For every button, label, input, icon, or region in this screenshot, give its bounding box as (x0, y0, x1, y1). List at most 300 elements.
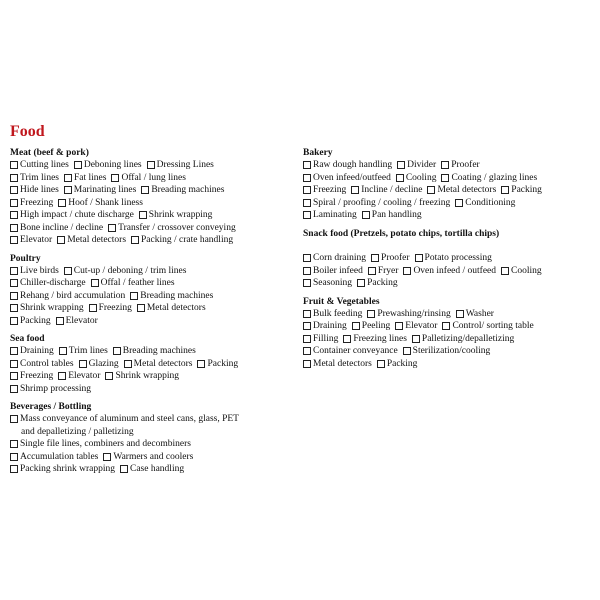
checkbox-label: Cutting lines (20, 160, 69, 170)
right-column (303, 147, 595, 376)
checkbox-icon[interactable] (303, 186, 311, 194)
checkbox-row (10, 197, 300, 210)
checkbox-icon[interactable] (442, 322, 450, 330)
checkbox-label: Proofer (381, 253, 410, 263)
checkbox-row (10, 277, 300, 290)
checkbox-icon[interactable] (10, 440, 18, 448)
section-fruit-vegetables (303, 296, 595, 371)
checkbox-item-draining[interactable] (10, 345, 54, 358)
checkbox-label: Packing (367, 278, 398, 288)
checkbox-item-elevator[interactable] (58, 370, 100, 383)
checkbox-label: Metal detectors (67, 235, 127, 245)
checkbox-icon[interactable] (131, 236, 139, 244)
checkbox-item-seasoning[interactable] (303, 277, 352, 290)
checkbox-label: Coating / glazing lines (451, 172, 538, 183)
checkbox-icon[interactable] (303, 347, 311, 355)
checkbox-label: Packing / crate handling (141, 235, 234, 245)
checkbox-row (303, 333, 595, 346)
checkbox-label: Peeling (361, 321, 391, 331)
checkbox-row (10, 315, 300, 328)
checkbox-icon[interactable] (377, 360, 385, 368)
section-meat-beef-pork (10, 147, 300, 247)
checkbox-item-sterilization-cooling[interactable] (403, 345, 491, 358)
checkbox-icon[interactable] (343, 335, 351, 343)
checkbox-label: Offal / lung lines (121, 172, 186, 183)
checkbox-label: Raw dough handling (313, 160, 393, 170)
checkbox-item-pan-handling[interactable] (362, 209, 422, 222)
checkbox-row (10, 426, 300, 439)
checkbox-icon[interactable] (357, 279, 365, 287)
checkbox-icon[interactable] (303, 360, 311, 368)
checkbox-label: Hoof / Shank liness (68, 197, 143, 208)
checkbox-icon[interactable] (10, 174, 18, 182)
checkbox-row (10, 290, 300, 303)
checkbox-icon[interactable] (130, 292, 138, 300)
checkbox-item-freezing[interactable] (10, 370, 53, 383)
checkbox-icon[interactable] (456, 310, 464, 318)
checkbox-item-packing[interactable] (357, 277, 398, 290)
checkbox-item-fryer[interactable] (368, 265, 399, 278)
checkbox-icon[interactable] (105, 372, 113, 380)
checkbox-item-incline-decline[interactable] (351, 184, 422, 197)
checkbox-row (10, 438, 300, 451)
checkbox-label: Metal detectors (146, 303, 206, 313)
checkbox-icon[interactable] (303, 174, 311, 182)
checkbox-icon[interactable] (362, 211, 370, 219)
checkbox-icon[interactable] (10, 465, 18, 473)
checkbox-label: Glazing (88, 358, 119, 369)
checkbox-row (303, 252, 595, 265)
checkbox-item-metal-detectors[interactable] (57, 234, 126, 247)
checkbox-label: Marinating lines (73, 185, 137, 195)
checkbox-label: Cooling (511, 265, 542, 276)
checkbox-item-control-sorting-table[interactable] (442, 320, 533, 333)
checkbox-label: Oven infeed / outfeed (413, 265, 497, 276)
checkbox-icon[interactable] (441, 161, 449, 169)
checkbox-label: Hide lines (20, 185, 59, 195)
checkbox-label: Rehang / bird accumulation (20, 290, 126, 301)
checkbox-label: Metal detectors (313, 358, 372, 369)
checkbox-row (303, 277, 595, 290)
checkbox-item-freezing[interactable] (303, 184, 346, 197)
checkbox-label: Potato processing (424, 253, 492, 263)
checkbox-item-shrink-wrapping[interactable] (139, 209, 213, 222)
checkbox-icon[interactable] (427, 186, 435, 194)
checkbox-item-palletizing-depalletizing[interactable] (412, 333, 514, 346)
checkbox-label: Transfer / crossover conveying (118, 222, 236, 233)
checkbox-row (303, 172, 595, 185)
checkbox-item-potato-processing[interactable] (415, 252, 492, 265)
checkbox-label: Freezing lines (353, 333, 407, 344)
checkbox-item-shrimp-processing[interactable] (10, 383, 91, 396)
checkbox-row (10, 413, 300, 426)
checkbox-item-high-impact-chute-discharge[interactable] (10, 209, 134, 222)
checkbox-label: Freezing (313, 185, 347, 195)
checkbox-icon[interactable] (371, 254, 379, 262)
checkbox-row (10, 222, 300, 235)
checkbox-item-marinating-lines[interactable] (64, 184, 137, 197)
checkbox-item-hoof-shank-liness[interactable] (58, 197, 143, 210)
checkbox-row (10, 234, 300, 247)
checkbox-label: Trim lines (20, 172, 59, 183)
checkbox-label: Freezing (20, 371, 54, 381)
checkbox-icon[interactable] (455, 199, 463, 207)
checkbox-icon[interactable] (303, 199, 311, 207)
checkbox-label: Elevator (65, 315, 98, 326)
checkbox-item-laminating[interactable] (303, 209, 357, 222)
checkbox-item-elevator[interactable] (56, 315, 98, 328)
checkbox-item-metal-detectors[interactable] (427, 184, 496, 197)
checkbox-icon[interactable] (368, 267, 376, 275)
checkbox-item-control-tables[interactable] (10, 358, 74, 371)
checkbox-item-mass-conveyance-of-aluminum-an[interactable] (10, 413, 239, 426)
checkbox-icon[interactable] (303, 335, 311, 343)
checkbox-item-corn-draining[interactable] (303, 252, 366, 265)
checkbox-item-offal-lung-lines[interactable] (111, 172, 185, 185)
checkbox-item-packing[interactable] (501, 184, 542, 197)
checkbox-item-trim-lines[interactable] (10, 172, 59, 185)
section-heading: Sea food (10, 334, 45, 344)
checkbox-item-packing[interactable] (377, 358, 418, 371)
checkbox-label: Draining (20, 346, 54, 356)
checkbox-item-bone-incline-decline[interactable] (10, 222, 103, 235)
checkbox-icon[interactable] (441, 174, 449, 182)
checkbox-item-fat-lines[interactable] (64, 172, 106, 185)
checkbox-item-freezing[interactable] (89, 302, 132, 315)
left-column (10, 147, 300, 482)
checkbox-icon[interactable] (10, 415, 18, 423)
checkbox-icon[interactable] (501, 186, 509, 194)
checkbox-label: Seasoning (313, 278, 353, 288)
checkbox-item-metal-detectors[interactable] (124, 358, 193, 371)
checkbox-item-cooling[interactable] (396, 172, 437, 185)
page-title: Food (10, 123, 45, 140)
checkbox-icon[interactable] (111, 174, 119, 182)
checkbox-row (303, 159, 595, 172)
checkbox-icon[interactable] (64, 186, 72, 194)
checkbox-row (10, 370, 300, 383)
checkbox-icon[interactable] (108, 224, 116, 232)
section-poultry (10, 253, 300, 328)
checkbox-row (10, 172, 300, 185)
checkbox-icon[interactable] (10, 161, 18, 169)
checkbox-item-shrink-wrapping[interactable] (105, 370, 179, 383)
checkbox-icon[interactable] (10, 453, 18, 461)
checkbox-icon[interactable] (57, 236, 65, 244)
checkbox-icon[interactable] (10, 186, 18, 194)
checkbox-label: Metal detectors (437, 185, 497, 195)
checkbox-icon[interactable] (351, 186, 359, 194)
checkbox-icon[interactable] (120, 465, 128, 473)
checkbox-item-boiler-infeed[interactable] (303, 265, 363, 278)
checkbox-icon[interactable] (303, 310, 311, 318)
checkbox-icon[interactable] (501, 267, 509, 275)
checkbox-row (303, 197, 595, 210)
checkbox-row (10, 184, 300, 197)
checkbox-item-proofer[interactable] (371, 252, 410, 265)
section-heading: Bakery (303, 148, 333, 158)
checkbox-label: Elevator (20, 235, 53, 245)
checkbox-label: Laminating (313, 210, 357, 220)
checkbox-label: Mass conveyance of aluminum and steel cans, glass, PET (20, 414, 239, 424)
checkbox-item-bulk-feeding[interactable] (303, 308, 362, 321)
checkbox-icon[interactable] (10, 267, 18, 275)
checkbox-label: Sterilization/cooling (412, 346, 491, 356)
checkbox-item-packing[interactable] (10, 315, 51, 328)
checkbox-item-cut-up-deboning-trim-lines[interactable] (64, 265, 187, 278)
checkbox-icon[interactable] (367, 310, 375, 318)
checkbox-item-cooling[interactable] (501, 265, 542, 278)
checkbox-label: Packing (511, 185, 542, 195)
checkbox-label: Freezing (98, 303, 132, 313)
checkbox-label: Breading machines (122, 346, 196, 356)
checkbox-label: Case handling (130, 464, 185, 474)
checkbox-row (303, 209, 595, 222)
checkbox-icon[interactable] (147, 161, 155, 169)
checkbox-label: Palletizing/depalletizing (421, 333, 515, 344)
checkbox-item-glazing[interactable] (79, 358, 119, 371)
checkbox-label: Elevator (405, 321, 438, 331)
checkbox-label: Trim lines (68, 346, 108, 356)
checkbox-icon[interactable] (10, 292, 18, 300)
checkbox-label: Draining (313, 321, 347, 331)
checkbox-label: Fryer (377, 265, 399, 276)
checkbox-icon[interactable] (103, 453, 111, 461)
checkbox-row (303, 240, 595, 253)
checkbox-icon[interactable] (303, 211, 311, 219)
checkbox-icon[interactable] (396, 174, 404, 182)
checkbox-row (303, 184, 595, 197)
checkbox-label: Container conveyance (313, 346, 398, 356)
checkbox-icon[interactable] (415, 254, 423, 262)
checkbox-label: Dressing Lines (156, 160, 214, 170)
checkbox-item-metal-detectors[interactable] (137, 302, 206, 315)
checkbox-label: Single file lines, combiners and decombiners (20, 439, 191, 449)
checkbox-item-washer[interactable] (456, 308, 494, 321)
checkbox-item-deboning-lines[interactable] (74, 159, 142, 172)
checkbox-row (10, 209, 300, 222)
continuation-text: and depalletizing / palletizing (21, 426, 134, 437)
checkbox-row (303, 358, 595, 371)
checkbox-icon[interactable] (10, 236, 18, 244)
checkbox-item-freezing-lines[interactable] (343, 333, 407, 346)
section-heading: Poultry (10, 253, 41, 264)
checkbox-item-freezing[interactable] (10, 197, 53, 210)
checkbox-label: Shrimp processing (20, 383, 91, 394)
section-heading: Beverages / Bottling (10, 402, 92, 412)
checkbox-label: Packing shrink wrapping (20, 464, 115, 474)
checkbox-label: Warmers and coolers (113, 451, 194, 462)
checkbox-icon[interactable] (10, 347, 18, 355)
checkbox-item-oven-infeed-outfeed[interactable] (403, 265, 496, 278)
checkbox-item-chiller-discharge[interactable] (10, 277, 86, 290)
checkbox-item-breading-machines[interactable] (130, 290, 213, 303)
checkbox-label: Packing (207, 358, 239, 369)
checkbox-icon[interactable] (79, 360, 87, 368)
checkbox-row (303, 345, 595, 358)
checkbox-label: Packing (20, 315, 51, 326)
checkbox-label: Metal detectors (133, 358, 193, 369)
checkbox-item-container-conveyance[interactable] (303, 345, 398, 358)
checkbox-label: Boiler infeed (313, 265, 363, 276)
checkbox-icon[interactable] (412, 335, 420, 343)
checkbox-icon[interactable] (303, 279, 311, 287)
checkbox-icon[interactable] (303, 254, 311, 262)
checkbox-item-breading-machines[interactable] (141, 184, 224, 197)
checkbox-icon[interactable] (10, 211, 18, 219)
checkbox-icon[interactable] (303, 267, 311, 275)
checkbox-icon[interactable] (197, 360, 205, 368)
checkbox-row (10, 451, 300, 464)
checkbox-item-transfer-crossover-conveying[interactable] (108, 222, 236, 235)
checkbox-label: Cut-up / deboning / trim lines (73, 265, 187, 276)
checkbox-icon[interactable] (74, 161, 82, 169)
checkbox-item-divider[interactable] (397, 159, 436, 172)
checkbox-label: Corn draining (313, 253, 367, 263)
checkbox-item-packing-shrink-wrapping[interactable] (10, 463, 115, 476)
checkbox-label: Incline / decline (361, 185, 423, 195)
checkbox-label: Shrink wrapping (20, 303, 84, 313)
checkbox-item-oven-infeed-outfeed[interactable] (303, 172, 391, 185)
checkbox-label: Deboning lines (83, 160, 142, 170)
checkbox-icon[interactable] (10, 279, 18, 287)
checkbox-icon[interactable] (10, 317, 18, 325)
checkbox-label: Freezing (20, 197, 54, 208)
checkbox-item-peeling[interactable] (352, 320, 391, 333)
checkbox-label: Spiral / proofing / cooling / freezing (313, 197, 451, 208)
checkbox-label: Control tables (20, 358, 74, 369)
checkbox-item-coating-glazing-lines[interactable] (441, 172, 537, 185)
checkbox-icon[interactable] (397, 161, 405, 169)
checkbox-row (10, 265, 300, 278)
checkbox-label: Accumulation tables (20, 451, 99, 462)
checkbox-icon[interactable] (64, 174, 72, 182)
checkbox-icon[interactable] (139, 211, 147, 219)
checkbox-icon[interactable] (64, 267, 72, 275)
checkbox-label: Bone incline / decline (20, 222, 104, 233)
checkbox-icon[interactable] (58, 199, 66, 207)
checkbox-icon[interactable] (10, 224, 18, 232)
checkbox-row (303, 308, 595, 321)
checkbox-item-hide-lines[interactable] (10, 184, 59, 197)
section-sea-food (10, 333, 300, 395)
checkbox-item-shrink-wrapping[interactable] (10, 302, 84, 315)
section-snack-food-pretzels-potato-chi (303, 228, 595, 290)
checkbox-label: Divider (407, 160, 437, 170)
checkbox-icon[interactable] (10, 304, 18, 312)
checkbox-item-spiral-proofing-cooling-freezi[interactable] (303, 197, 450, 210)
checkbox-label: Elevator (68, 371, 101, 381)
checkbox-item-filling[interactable] (303, 333, 338, 346)
checkbox-label: Offal / feather lines (100, 278, 175, 288)
checkbox-label: Fat lines (73, 172, 107, 183)
checkbox-row (303, 265, 595, 278)
checkbox-item-elevator[interactable] (10, 234, 52, 247)
checkbox-label: Conditioning (465, 197, 516, 208)
checkbox-label: Breading machines (140, 290, 214, 301)
checkbox-label: Packing (386, 358, 418, 369)
checkbox-label: Chiller-discharge (20, 278, 86, 288)
checkbox-label: Bulk feeding (313, 308, 363, 319)
checkbox-label: Shrink wrapping (115, 371, 180, 381)
checkbox-item-packing-crate-handling[interactable] (131, 234, 233, 247)
checkbox-icon[interactable] (10, 372, 18, 380)
checkbox-item-cutting-lines[interactable] (10, 159, 69, 172)
checkbox-item-offal-feather-lines[interactable] (91, 277, 175, 290)
checkbox-label: Live birds (20, 265, 59, 276)
checkbox-item-single-file-lines-combiners-an[interactable] (10, 438, 191, 451)
checkbox-item-case-handling[interactable] (120, 463, 184, 476)
checkbox-item-rehang-bird-accumulation[interactable] (10, 290, 125, 303)
checkbox-label: Pan handling (371, 210, 422, 220)
checkbox-label: Washer (465, 308, 494, 319)
checkbox-item-draining[interactable] (303, 320, 347, 333)
checkbox-item-prewashing-rinsing[interactable] (367, 308, 450, 321)
checkbox-item-warmers-and-coolers[interactable] (103, 451, 193, 464)
checkbox-row (10, 302, 300, 315)
checkbox-label: Breading machines (151, 185, 225, 195)
checkbox-icon[interactable] (395, 322, 403, 330)
checkbox-row (10, 345, 300, 358)
checkbox-icon[interactable] (137, 304, 145, 312)
checkbox-item-proofer[interactable] (441, 159, 480, 172)
checkbox-icon[interactable] (10, 360, 18, 368)
checkbox-row (10, 358, 300, 371)
checkbox-row (10, 159, 300, 172)
checkbox-item-breading-machines[interactable] (113, 345, 196, 358)
checkbox-row (10, 383, 300, 396)
checkbox-icon[interactable] (56, 317, 64, 325)
checkbox-icon[interactable] (124, 360, 132, 368)
checkbox-icon[interactable] (113, 347, 121, 355)
checkbox-label: Filling (313, 333, 339, 344)
checkbox-item-trim-lines[interactable] (59, 345, 108, 358)
checkbox-icon[interactable] (58, 372, 66, 380)
checkbox-icon[interactable] (89, 304, 97, 312)
checkbox-label: Control/ sorting table (452, 321, 534, 331)
checkbox-icon[interactable] (91, 279, 99, 287)
checkbox-item-metal-detectors[interactable] (303, 358, 372, 371)
checkbox-icon[interactable] (59, 347, 67, 355)
section-heading: Snack food (Pretzels, potato chips, tortilla chips) (303, 228, 500, 239)
checkbox-icon[interactable] (403, 267, 411, 275)
checkbox-label: Proofer (451, 160, 480, 170)
checkbox-row (10, 463, 300, 476)
checkbox-label: Cooling (405, 172, 437, 183)
checkbox-icon[interactable] (10, 199, 18, 207)
checkbox-item-packing[interactable] (197, 358, 238, 371)
checkbox-icon[interactable] (10, 385, 18, 393)
checkbox-item-dressing-lines[interactable] (147, 159, 214, 172)
section-heading: Fruit & Vegetables (303, 296, 380, 307)
checkbox-item-conditioning[interactable] (455, 197, 515, 210)
checkbox-item-raw-dough-handling[interactable] (303, 159, 392, 172)
checkbox-label: Prewashing/rinsing (377, 308, 451, 319)
checkbox-icon[interactable] (303, 161, 311, 169)
checkbox-icon[interactable] (141, 186, 149, 194)
section-beverages-bottling (10, 401, 300, 476)
checkbox-icon[interactable] (303, 322, 311, 330)
checkbox-item-live-birds[interactable] (10, 265, 59, 278)
checkbox-icon[interactable] (352, 322, 360, 330)
checkbox-label: Shrink wrapping (148, 210, 213, 220)
checkbox-row (303, 320, 595, 333)
checkbox-icon[interactable] (403, 347, 411, 355)
checkbox-item-accumulation-tables[interactable] (10, 451, 98, 464)
checkbox-label: Oven infeed/outfeed (313, 172, 391, 183)
checkbox-item-elevator[interactable] (395, 320, 437, 333)
checkbox-label: High impact / chute discharge (20, 210, 134, 220)
